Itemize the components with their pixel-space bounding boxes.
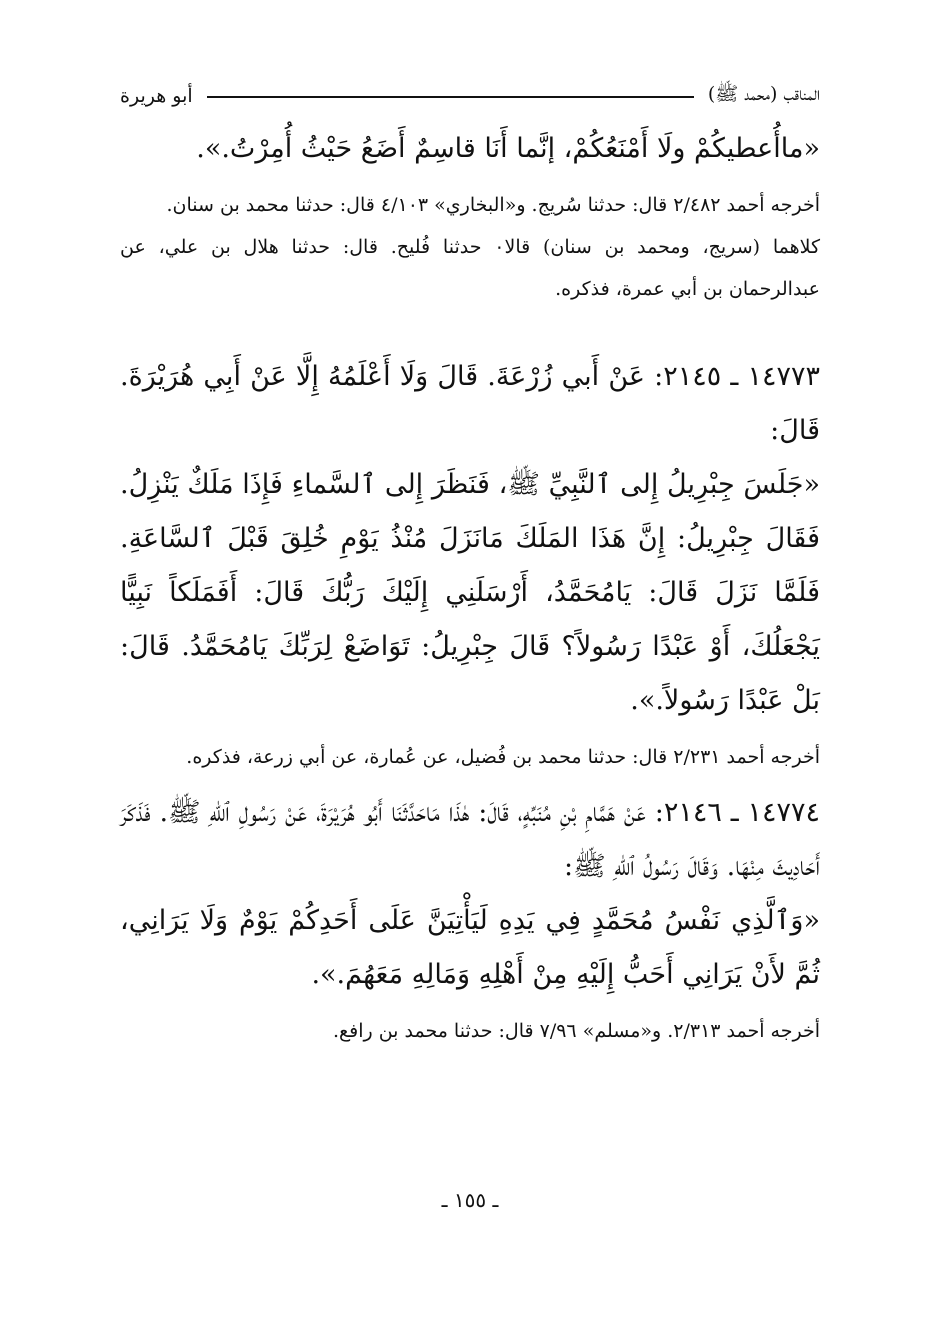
takhrij-2: كلاهما (سريج، ومحمد بن سنان) قالا٠ حدثنا فُليح. قال: حدثنا هلال بن علي، عن عبدالرحمان بن أبي عمرة، فذكره. <box>120 236 821 300</box>
hadith-header-14773: ١٤٧٧٣ ـ ٢١٤٥: عَنْ أَبي زُرْعَةَ. قَالَ وَلَا أَعْلَمُهُ إِلَّا عَنْ أَبِي هُرَيْرَةَ. قَالَ: <box>120 361 820 446</box>
running-header <box>120 78 820 114</box>
takhrij-14773: أخرجه أحمد ٢/٢٣١ قال: حدثنا محمد بن فُضيل، عن عُمارة، عن أبي زرعة، فذكره. <box>186 746 820 768</box>
header-section-title: المناقب (محمد ﷺ) <box>707 83 820 105</box>
hadith-text-14773: «جَلَسَ جِبْرِيلُ إِلى ٱلنَّبِيِّ ﷺ، فَنَظَرَ إِلى ٱلسَّماءِ فَإِذَا مَلَكٌ يَنْزِلُ. فَقَالَ جِبْرِيلُ: إِنَّ هَذَا المَلَكَ مَانَزَلَ مُنْذُ يَوْمِ خُلِقَ قَبْلَ ٱلسَّاعَةِ. فَلَمَّا نَزَلَ قَالَ: يَامُحَمَّدُ، أَرْسَلَنِي إِلَيْكَ رَبُّكَ قَالَ: أَفَمَلَكاً نَبِيًّا يَجْعَلُكَ، أَوْ عَبْدًا رَسُولاً؟ قَالَ جِبْرِيلُ: تَوَاضَعْ لِرَبِّكَ يَامُحَمَّدُ. قَالَ: بَلْ عَبْدًا رَسُولاً.». <box>120 469 820 716</box>
header-rule <box>207 96 694 98</box>
page <box>120 78 820 1298</box>
page-number: ـ ١٥٥ ـ <box>441 1188 499 1212</box>
header-subsection-title: أبو هريرة <box>120 85 193 107</box>
hadith-text-1: «ماأُعطيكُمْ ولَا أَمْنَعُكُمْ، إنَّما أَنَا قاسِمٌ أَضَعُ حَيْثُ أُمِرْتُ.». <box>196 133 820 164</box>
hadith-text-14774: «وَٱلَّذِي نَفْسُ مُحَمَّدٍ فِي يَدِهِ لَيَأْتِيَنَّ عَلَى أَحَدِكُمْ يَوْمٌ وَلَا يَرَانِي، ثُمَّ لأَنْ يَرَانِي أَحَبُّ إِلَيْهِ مِنْ أَهْلِهِ وَمَالِهِ مَعَهُمَ.». <box>120 905 820 990</box>
hadith-header-14774: ١٤٧٧٤ ـ ٢١٤٦: عَنْ هَمَّامِ بْنِ مُنَبِّهٍ، قَالَ: هٰذَا مَاحَدَّثَنَا أَبُو هُرَيْرَةَ، عَنْ رَسُولِ ٱللهِ ﷺ. فَذَكَرَ أَحَادِيثَ مِنْهَا. وَقَالَ رَسُولُ ٱللهِ ﷺ: <box>120 797 820 882</box>
takhrij-1: أخرجه أحمد ٢/٤٨٢ قال: حدثنا سُريج. و«البخاري» ٤/١٠٣ قال: حدثنا محمد بن سنان. <box>166 194 820 216</box>
takhrij-14774: أخرجه أحمد ٢/٣١٣. و«مسلم» ٧/٩٦ قال: حدثنا محمد بن رافع. <box>332 1020 820 1042</box>
